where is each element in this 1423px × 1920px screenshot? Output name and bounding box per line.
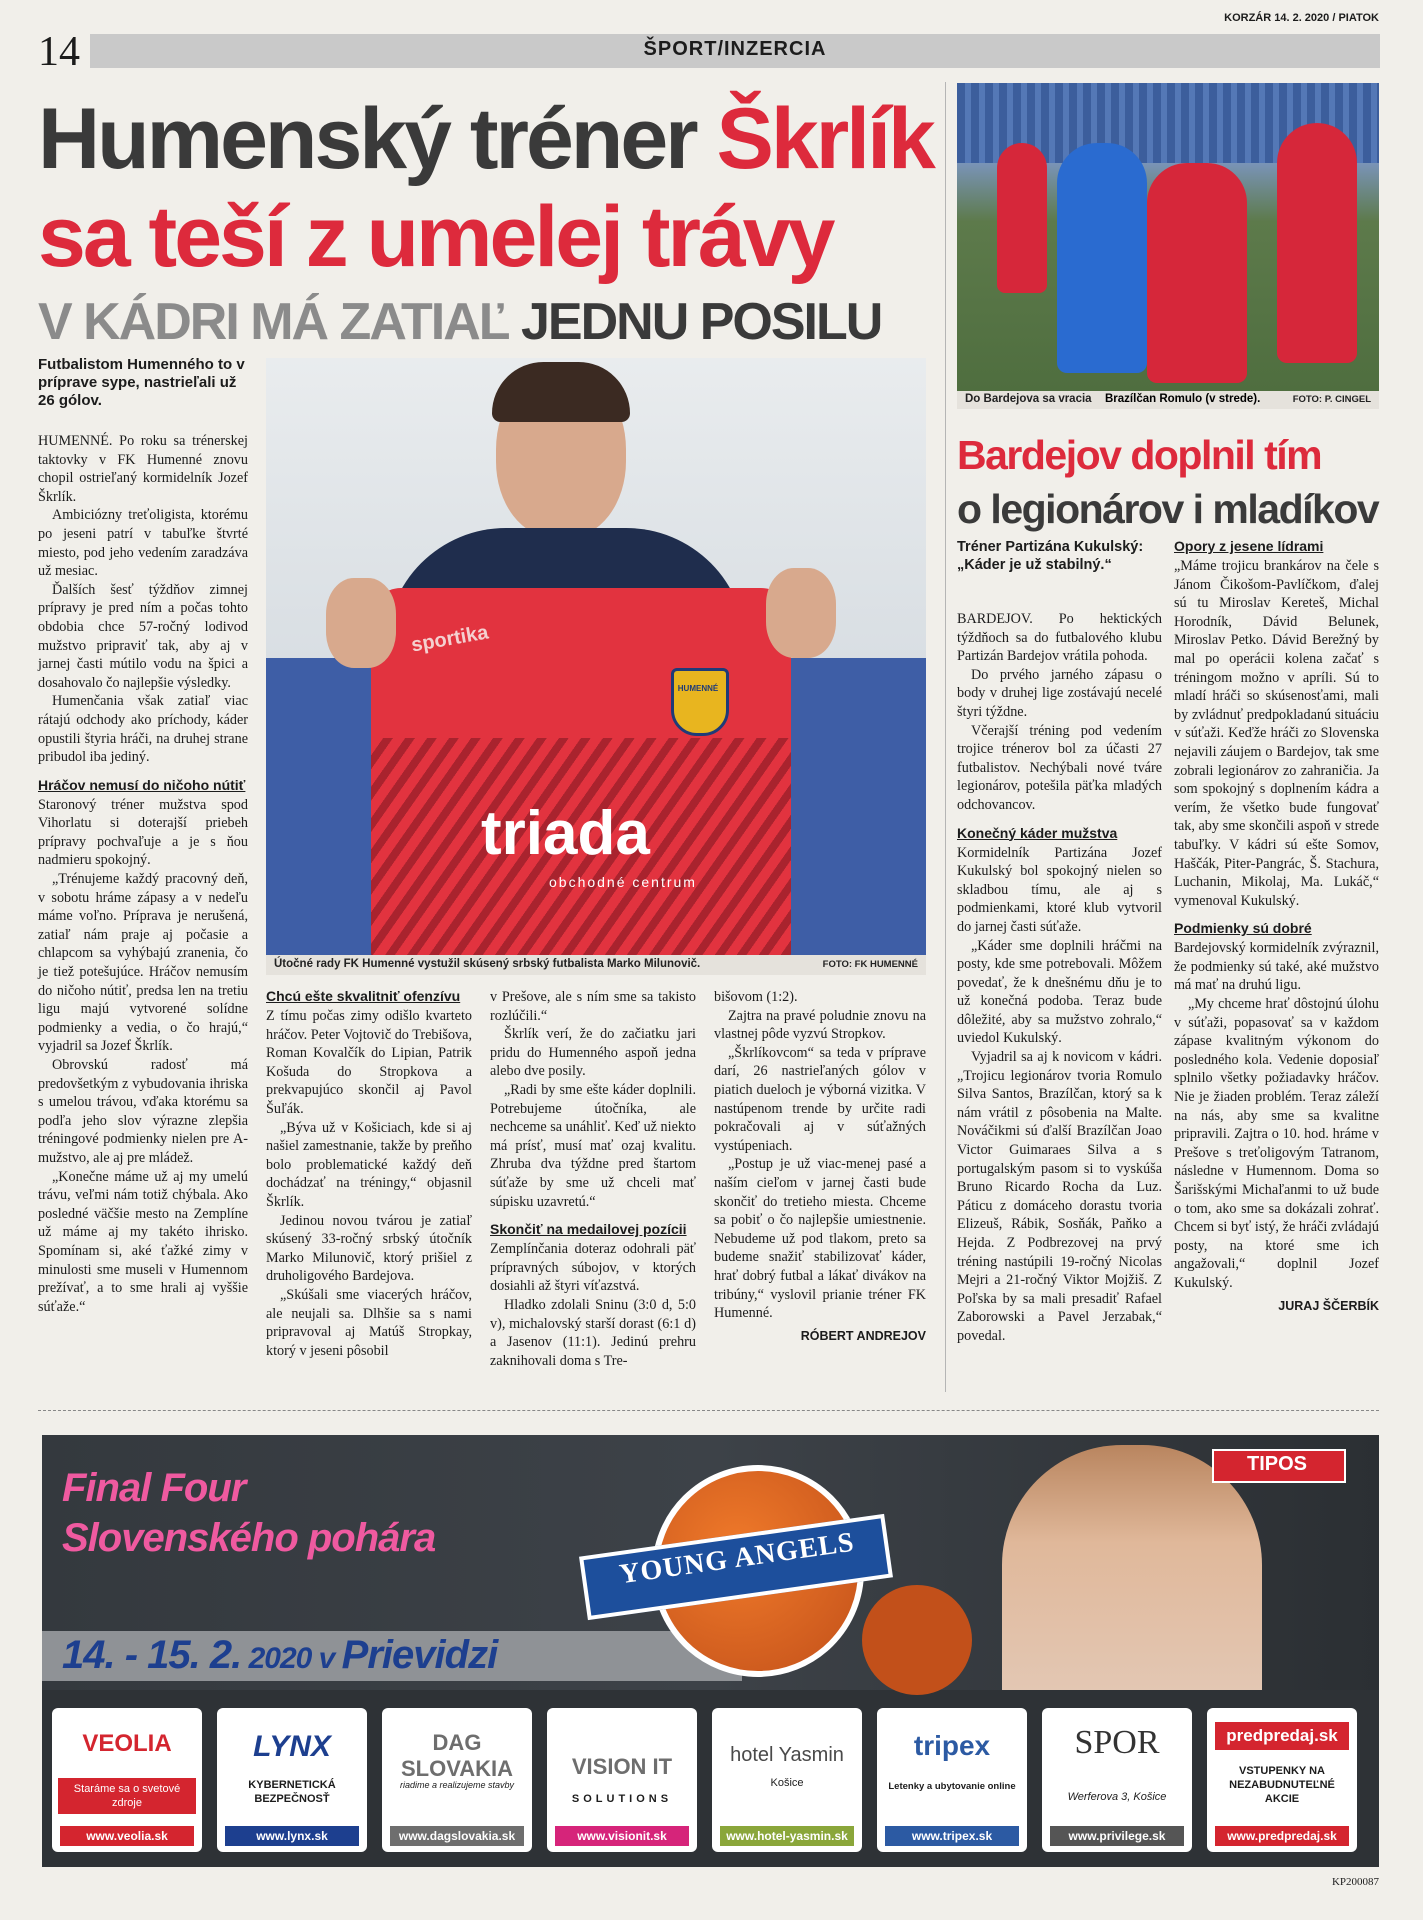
ad-title (62, 1463, 435, 1563)
headline-part1: Humenský tréner (38, 91, 717, 187)
main-col2-subhead: Chcú ešte skvalitniť ofenzívu (266, 988, 461, 1004)
main-col1-p3: Ďalších šesť týždňov zimnej prípravy je pred ním a počas tohto obdobia chce 57-ročný lodivod mužstvo pripraviť tak, aby aj v jarnej časti mútilo vodu na špici a dosahovalo čo najlepšie výsledky. (38, 581, 248, 691)
player-blue (1057, 143, 1147, 373)
ad-title-2: Slovenského pohára (62, 1516, 436, 1560)
sponsor-veolia-tagline: Staráme sa o svetové zdroje (58, 1778, 196, 1814)
main-col1b-p4: „Konečne máme už aj my umelú trávu, veľmi nám totiž chýbala. Ako posledné väčšie mesto na Zemplíne už máme aj my takéto ihrisko. Spomínam si, aké ťažké zimy v minulosti sme museli v Humennom prežívať, a to sme hrali aj vyššie súťaže.“ (38, 1168, 248, 1315)
sponsor-lynx (217, 1708, 367, 1852)
sponsor-veolia (52, 1708, 202, 1852)
main-col3-p2: Škrlík verí, že do začiatku jari pridu do Humenného aspoň jedna alebo dve posily. (490, 1026, 696, 1080)
sponsor-yasmin-name: hotel Yasmin (730, 1744, 844, 1766)
side-col1b-p1: Kormidelník Partizána Jozef Kukulský bol spokojný nielen so skladbou tímu, ale aj s podmienkami, ktoré klub vytvoril do jarnej časti súťaže. (957, 844, 1162, 935)
sponsor-visionit (547, 1708, 697, 1852)
main-col1b-p3: Obrovskú radosť má predovšetkým z vybudovania ihriska s umelou trávou, vďaka ktorému sa podľa jeho slov výrazne zlepšia tréningové podmienky nielen pre A-mužstvo, ale aj pre mládež. (38, 1057, 248, 1166)
sponsor-predpredaj-tagline: VSTUPENKY NA NEZABUDNUTEĽNÉ AKCIE (1229, 1765, 1335, 1805)
ad-separator (38, 1410, 1379, 1411)
right-hand (766, 568, 836, 658)
side-headline-2: o legionárov i mladíkov (957, 486, 1379, 532)
jersey-crest-icon (671, 668, 729, 736)
sponsor-predpredaj-name: predpredaj.sk (1215, 1722, 1349, 1750)
side-col1-p3: Včerajší tréning pod vedením trojice trénerov bol za účasti 27 futbalistov. Nechýbali nové tváre legionárov, potešila päťka mladých odchovancov. (957, 722, 1162, 813)
main-photo-caption-text: Útočné rady FK Humenné vystužil skúsený srbský futbalista Marko Milunovič. (274, 958, 701, 970)
side-photo-credit: FOTO: P. CINGEL (1292, 394, 1371, 405)
player-hair (492, 362, 630, 422)
main-col1-subhead: Hráčov nemusí do ničoho nútiť (38, 776, 246, 793)
main-col4-p1: bišovom (1:2). (714, 989, 798, 1005)
sponsor-spor-tagline: Werferova 3, Košice (1067, 1791, 1167, 1803)
sponsor-visionit-url: www.visionit.sk (555, 1826, 689, 1846)
ad-date-2: 2020 v (241, 1642, 342, 1675)
ad-title-1: Final Four (62, 1466, 246, 1510)
main-col-1 (38, 432, 248, 1316)
sponsor-lynx-tagline: KYBERNETICKÁ BEZPEČNOSŤ (248, 1779, 336, 1805)
sponsor-veolia-url: www.veolia.sk (60, 1826, 194, 1846)
ad-date-3: Prievidzi (341, 1633, 498, 1677)
side-photo-caption-2: Brazílčan Romulo (v strede). (1105, 393, 1261, 405)
side-col-1 (957, 610, 1162, 1346)
main-col3b-p2: Hladko zdolali Sninu (3:0 d, 5:0 v), michalovský starší dorast (6:1 d) a Jasenov (11:1). Jedinú prehru zaknihovali doma s Tre- (490, 1296, 696, 1369)
main-col1b-p2: „Trénujeme každý pracovný deň, v sobotu hráme zápasy a v nedeľu máme voľno. Príprava je nerušená, zatiaľ nám praje aj počasie a chlapcom sa vyhýbajú zranenia, čo je tiež potešujúce. Hráčov nemusím do ničoho nútiť, predsa len na tretiu ligu majú vytvorené solídne podmienky a vedia, o čo hrajú,“ vyjadril sa Jozef Škrlík. (38, 871, 248, 1055)
player-red-2 (1277, 123, 1357, 363)
sponsor-yasmin (712, 1708, 862, 1852)
headline-part2: sa teší z umelej trávy (38, 189, 833, 285)
main-col2-p3: Jedinou novou tvárou je zatiaľ skúsený 33-ročný srbský útočník Marko Milunovič, ktorý prišiel z druholigového Bardejova. (266, 1212, 472, 1285)
main-col3-p3: „Radi by sme ešte káder doplnili. Potrebujeme útočníka, ale nechceme sa unáhliť. Keď už niekto má prísť, musí mať ozaj kvalitu. Zhruba dva týždne pred štartom súťaže by sme už chceli mať súpisku uzavretú.“ (490, 1081, 696, 1210)
jersey-sponsor-sub: obchodné centrum (549, 874, 697, 890)
subheadline-1: V KÁDRI MÁ ZATIAĽ (38, 293, 521, 351)
sponsor-tripex-url: www.tripex.sk (885, 1826, 1019, 1846)
side-photo-caption (957, 391, 1379, 409)
main-author: RÓBERT ANDREJOV (800, 1328, 926, 1343)
ad-code: KP200087 (1331, 1876, 1379, 1888)
main-subheadline (38, 293, 938, 351)
main-col-3 (490, 988, 696, 1370)
main-col4-p2: Zajtra na pravé poludnie znovu na vlastnej pôde vyzvú Stropkov. (714, 1007, 926, 1043)
main-col1-p1: HUMENNÉ. Po roku sa trénerskej taktovky v FK Humenné znovu chopil ostrieľaný kormidelník Jozef Škrlík. (38, 433, 248, 505)
sponsor-tripex-name: tripex (913, 1730, 991, 1761)
athlete-ball (862, 1585, 972, 1695)
main-col3-p1: v Prešove, ale s ním sme sa takisto rozlúčili.“ (490, 989, 696, 1024)
side-col2-subhead: Opory z jesene lídrami (1174, 538, 1324, 554)
side-lead: Tréner Partizána Kukulský: „Káder je už stabilný.“ (957, 539, 1144, 573)
headline-name: Škrlík (716, 91, 933, 187)
jersey-brand: sportika (409, 621, 491, 657)
team-name: YOUNG ANGELS (617, 1526, 857, 1591)
side-col2-p1: „Máme trojicu brankárov na čele s Jánom Čikošom-Pavlíčkom, ďalej sú tu Miroslav Kereteš, Michal Horodník, Dávid Belunek, Miroslav Petko. Dávid Berežný by mal po operácii kolena začať s tréningom možno v apríli. Sú to mladí hráči so skúsenosťami, mali by zvládnuť predpokladanú situáciu v súťaži. Keďže hráči zo Slovenska nejavili záujem o Bardejov, tak sme zobrali legionárov zo zahraničia. Ja som spokojný s doplnením kádra a verím, že všetko bude fungovať tak, aby sme skončili aspoň v strede tabuľky. V kádri sú ešte Somov, Haščák, Piter-Pangrác, Š. Stachura, Luchanin, Mikolaj, Ma. Lukáč,“ vymenoval Kukulský. (1174, 558, 1379, 909)
side-col-2 (1174, 538, 1379, 1315)
side-col1b-p3: Vyjadril sa aj k novicom v kádri. „Trojicu legionárov tvoria Romulo Silva Santos, Brazílčan, ktorý sa k nám vrátil z pôsobenia na Malte. Nováčikmi sú ďalší Brazílčan Joao Victor Guimaraes Silva a s portugalským pasom si to vyskúša Bruno Ricardo Rocha da Luz. Páticu z domáceho dorastu tvoria Elizeuš, Rábik, Sosňák, Paňko a Hejda. Z Podbrezovej na prvý tréning nastúpili 19-ročný Nicolas Mejri a 21-ročný Viktor Mojžiš. Z Poľska by sa mali presadiť Rafael Zaborowski a Pavel Jerzabak,“ povedal. (957, 1049, 1162, 1344)
sponsor-veolia-name: VEOLIA (82, 1730, 172, 1757)
side-headline (957, 428, 1387, 536)
sponsor-dag-name: DAG SLOVAKIA (400, 1730, 514, 1781)
tipos-logo: TIPOS (1246, 1453, 1307, 1475)
dateline: KORZÁR 14. 2. 2020 / PIATOK (1224, 12, 1379, 24)
sponsor-yasmin-url: www.hotel-yasmin.sk (720, 1826, 854, 1846)
sponsor-dag-tagline: riadime a realizujeme stavby (399, 1780, 515, 1790)
subheadline-2: JEDNU POSILU (520, 293, 882, 351)
column-divider (945, 82, 946, 1392)
main-col2-p4: „Skúšali sme viacerých hráčov, ale neujali sa. Dlhšie sa s nami pripravoval aj Matúš Stropkay, ktorý v jeseni pôsobil (266, 1286, 472, 1359)
sponsor-dag (382, 1708, 532, 1852)
jersey-crest-label: HUMENNÉ (677, 684, 719, 693)
sponsor-visionit-tagline: SOLUTIONS (571, 1793, 673, 1805)
side-headline-1: Bardejov doplnil tím (957, 432, 1322, 478)
main-col2-p1: Z tímu počas zimy odišlo kvarteto hráčov. Peter Vojtovič do Trebišova, Roman Kovalčík do Lipian, Patrik Košuda do Stropkova a prekvapujúco skončil aj Pavol Šuľák. (266, 1008, 472, 1117)
sponsor-tripex-tagline: Letenky a ubytovanie online (888, 1781, 1016, 1792)
player-red-1 (1147, 163, 1247, 383)
section-title: ŠPORT/INZERCIA (643, 38, 827, 60)
side-col1b-p2: „Káder sme doplnili hráčmi na posty, kde sme potrebovali. Môžem povedať, že k dnešnému dňu je to už konečná podoba. Teraz bude dôležité, aby sa mužstvo zohralo,“ uviedol Kukulský. (957, 937, 1162, 1047)
main-col-2 (266, 988, 472, 1360)
main-headline (38, 90, 938, 286)
side-author: JURAJ ŠČERBÍK (1278, 1298, 1379, 1313)
sponsor-visionit-name: VISION IT (571, 1754, 673, 1779)
side-col2b-p1: Bardejovský kormidelník zvýraznil, že podmienky sú také, aké mužstvo má mať na druhú ligu. (1174, 940, 1379, 994)
main-col1-p2: Ambiciózny treťoligista, ktorému po jeseni patrí v tabuľke štvrté miesto, pod jeho vedením zaradzáva už mesiac. (38, 507, 248, 580)
main-col3-subhead: Skončiť na medailovej pozícii (490, 1221, 687, 1238)
main-col2-p2: „Býva už v Košiciach, kde si aj našiel zamestnanie, takže by preňho bolo problematické každý deň dochádzať na tréningy,“ objasnil Škrlík. (266, 1119, 472, 1210)
sponsor-dag-url: www.dagslovakia.sk (390, 1826, 524, 1846)
main-col1-p4: Humenčania však zatiaľ viac rátajú odchody ako príchody, káder opustili štyria hráči, na druhej strane pribudol iba jediný. (38, 693, 248, 766)
main-col3b-p1: Zemplínčania doteraz odohrali päť prípravných súbojov, v ktorých dosiahli až štyri víťazstvá. (490, 1241, 696, 1295)
ad-date (62, 1633, 497, 1678)
sponsor-spor (1042, 1708, 1192, 1852)
main-photo-caption (266, 955, 926, 975)
player-red-3 (997, 143, 1047, 293)
sponsor-lynx-name: LYNX (253, 1730, 331, 1763)
main-col4-p3: „Škrlíkovcom“ sa teda v príprave darí, 26 nastrieľaných gólov v piatich dueloch je výborná vizitka. V nastúpenom trende by určite radi pokračovali aj v súťažných vystúpeniach. (714, 1044, 926, 1154)
left-hand (326, 578, 396, 668)
side-photo (957, 83, 1379, 391)
sponsor-yasmin-tagline: Košice (770, 1777, 804, 1789)
main-col4-p4: „Postup je už viac-menej pasé a naším cieľom v jarnej časti bude skončiť do tretieho miesta. Chceme sa pobiť o čo najlepšie umiestnenie. Nebudeme už pod tlakom, preto sa budeme snažiť stabilizovať káder, hrať dobrý futbal a lákať divákov na tribúny,“ vyslovil prianie tréner FK Humenné. (714, 1156, 926, 1322)
sponsor-predpredaj (1207, 1708, 1357, 1852)
main-col1b-p1: Staronový tréner mužstva spod Vihorlatu si doterajší priebeh prípravy pochvaľuje a je s ňou nadmieru spokojný. (38, 796, 248, 869)
main-lead: Futbalistom Humenného to v príprave sype, nastrieľali už 26 gólov. (38, 356, 245, 409)
main-photo (266, 358, 926, 958)
sponsor-predpredaj-url: www.predpredaj.sk (1215, 1826, 1349, 1846)
jersey (371, 588, 791, 958)
page-number: 14 (38, 29, 80, 75)
side-col1-subhead: Konečný káder mužstva (957, 824, 1118, 841)
side-photo-caption-1: Do Bardejova sa vracia (965, 393, 1092, 405)
sponsor-spor-url: www.privilege.sk (1050, 1826, 1184, 1846)
ad-date-1: 14. - 15. 2. (62, 1633, 242, 1677)
sponsor-lynx-url: www.lynx.sk (225, 1826, 359, 1846)
jersey-sponsor: triada (481, 799, 650, 868)
sponsor-tripex (877, 1708, 1027, 1852)
sponsor-spor-name: SPOR (1074, 1724, 1160, 1761)
side-col2-subhead-2: Podmienky sú dobré (1174, 920, 1312, 937)
main-photo-credit: FOTO: FK HUMENNÉ (822, 959, 918, 970)
side-col2b-p2: „My chceme hrať dôstojnú úlohu v súťaži, popasovať sa v každom zápase kvalitným výkonom do posledného kola. Vedenie doposiaľ splnilo všetky požiadavky hráčov. Nie je žiaden problém. Teraz záleží na nás, aby sme sa kvalitne pripravili. Zajtra o 10. hod. hráme v Prešove s treťoligovým Tatranom, následne v Humennom. Doma so Šarišskými Michaľanmi to už bude o tom, ako sme sa dokázali zohrať. Chcem si byť istý, že hráči zvládajú posty, na ktoré sme ich angažovali,“ doplnil Jozef Kukulský. (1174, 996, 1379, 1291)
side-col1-p2: Do prvého jarného zápasu o body v druhej lige zostávajú necelé štyri týždne. (957, 666, 1162, 720)
side-col1-p1: BARDEJOV. Po hektických týždňoch sa do futbalového klubu Partizán Bardejov vrátila pohoda. (957, 611, 1162, 665)
main-col-4 (714, 988, 926, 1345)
